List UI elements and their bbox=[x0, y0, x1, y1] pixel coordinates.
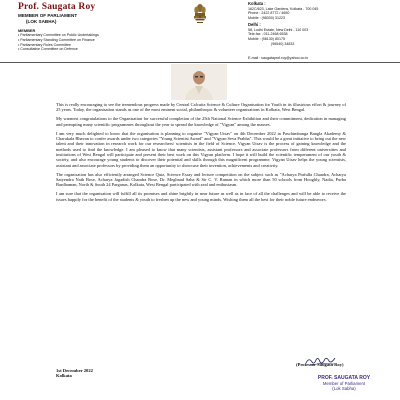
kolkata-label: Kolkata : bbox=[248, 1, 266, 6]
kolkata-phone: Phone : 2422 8772 / 4650 bbox=[248, 11, 290, 16]
body-paragraph: The organisation has also efficiently arranged Science Quiz, Science Essay and lecture competition on the subject such as "Acharya Prafulla Chandra, Acharya Satyendra Nath Bose, Acharya Jagadish Chandra Bose, Dr. Meghnad Saha & Sir C. V. Raman in which more than 50 schools from Hooghly, Nadia, Purba Bardhaman, North & South 24 Parganas, Kolkata, West Bengal participated with zeal and enthusiasm. bbox=[56, 171, 346, 188]
committee-item: • Consultative Committee on Defence bbox=[18, 47, 99, 52]
stamp-role: Member of Parliament bbox=[322, 381, 366, 386]
stamp-house: (Lok Sabha) bbox=[332, 386, 356, 391]
address-block bbox=[248, 2, 398, 46]
body-paragraph: This is really encouraging to see the tremendous progress made by Central Calcutta Science & Culture Organisation for Youth in its illustrious effort & journey of 25 years. Today, the organisation stands as one of the most eminent social, philanthropic & volunteer organisations in Kolkata, West Bengal. bbox=[56, 102, 346, 113]
delhi-mobile-2: (96540) 34833 bbox=[271, 41, 295, 46]
kolkata-address: 162C/623, Lake Gardens, Kolkata - 700 045 bbox=[248, 6, 319, 11]
delhi-label: Delhi : bbox=[248, 21, 261, 27]
body-paragraph: My warmest congratulations to the Organisation for successful completion of the 25th National Science Exhibition and their commitment, dedication in managing and prompting many scientific programmes throughout the year to spread the knowledge of "Vigyan" among the masses. bbox=[56, 116, 346, 127]
email: E-mail : saugataprof.roy@yahoo.co.in bbox=[248, 56, 309, 60]
committee-heading: MEMBER bbox=[18, 28, 36, 33]
letterhead-name: Prof. Saugata Roy bbox=[18, 2, 96, 12]
committee-item: • Parliamentary Standing Committee on Finance bbox=[18, 38, 99, 43]
letter-body bbox=[56, 102, 346, 205]
signatory-name: (Professor Saugata Roy) bbox=[296, 362, 344, 367]
letter-place: Kolkata bbox=[56, 373, 72, 378]
letterhead bbox=[0, 0, 400, 64]
committee-item: • Parliamentary Rules Committee bbox=[18, 43, 99, 48]
committee-list bbox=[18, 33, 99, 52]
official-stamp bbox=[304, 376, 384, 391]
delhi-mobile: Mobile : (98130) 80175 bbox=[248, 36, 285, 41]
letterhead-house: (LOK SABHA) bbox=[26, 19, 57, 24]
body-paragraph: I am very much delighted to know that the organisation is planning to organise "Vigyan Utsav" on 4th December 2022 in Paschimbanga Bangla Akademy & Charukala Bhavan to confer awards under two categories "Young Scientist Award" and "Vigyan Seva Prabha". This would be a great initiative to bring out the new talent and their innovation in research work for our researchers/ scientists in the field of Science. Vigyan Utsav is the process of gaining knowledge and the methods used to find the knowledge. I am pleased to know that many scientists, assistant professors and associate professors from different universities and institutions of West Bengal will participate and present their best work on this Vigyan platform. I hope it will build the scientific temperament of our youth & society, and also encourage young students to discover their potential and skills through this magnificent programme. Vigyan Utsav helps the young scientists, assistant and associate professors by providing them an opportunity to showcase their invention, achievements and creativity. bbox=[56, 130, 346, 168]
stamp-name: PROF. SAUGATA ROY bbox=[317, 375, 371, 381]
committee-item: • Parliamentary Committee on Public Undertakings bbox=[18, 33, 99, 38]
portrait-photo bbox=[171, 64, 227, 100]
national-emblem-icon bbox=[192, 2, 208, 32]
letter-date: 1st December 2022 bbox=[56, 368, 93, 373]
letterhead-divider bbox=[0, 62, 400, 63]
delhi-address: 58, Lodhi Estate, New Delhi - 110 003 bbox=[248, 27, 309, 32]
kolkata-mobile: Mobile : (98300) 31223 bbox=[248, 16, 285, 21]
body-paragraph: I am sure that the organisation will fulfill all its promises and shine brightly in near future as well as in face of all the challenges and will be able to receive the issues happily for the benefit of the students & youth to freshen up the new and young minds. Wishing them all the best for their noble future endeavors. bbox=[56, 191, 346, 202]
delhi-telefax: Tele-fax : 011-2468 6538 bbox=[248, 32, 288, 37]
letterhead-role: MEMBER OF PARLIAMENT bbox=[18, 13, 78, 18]
